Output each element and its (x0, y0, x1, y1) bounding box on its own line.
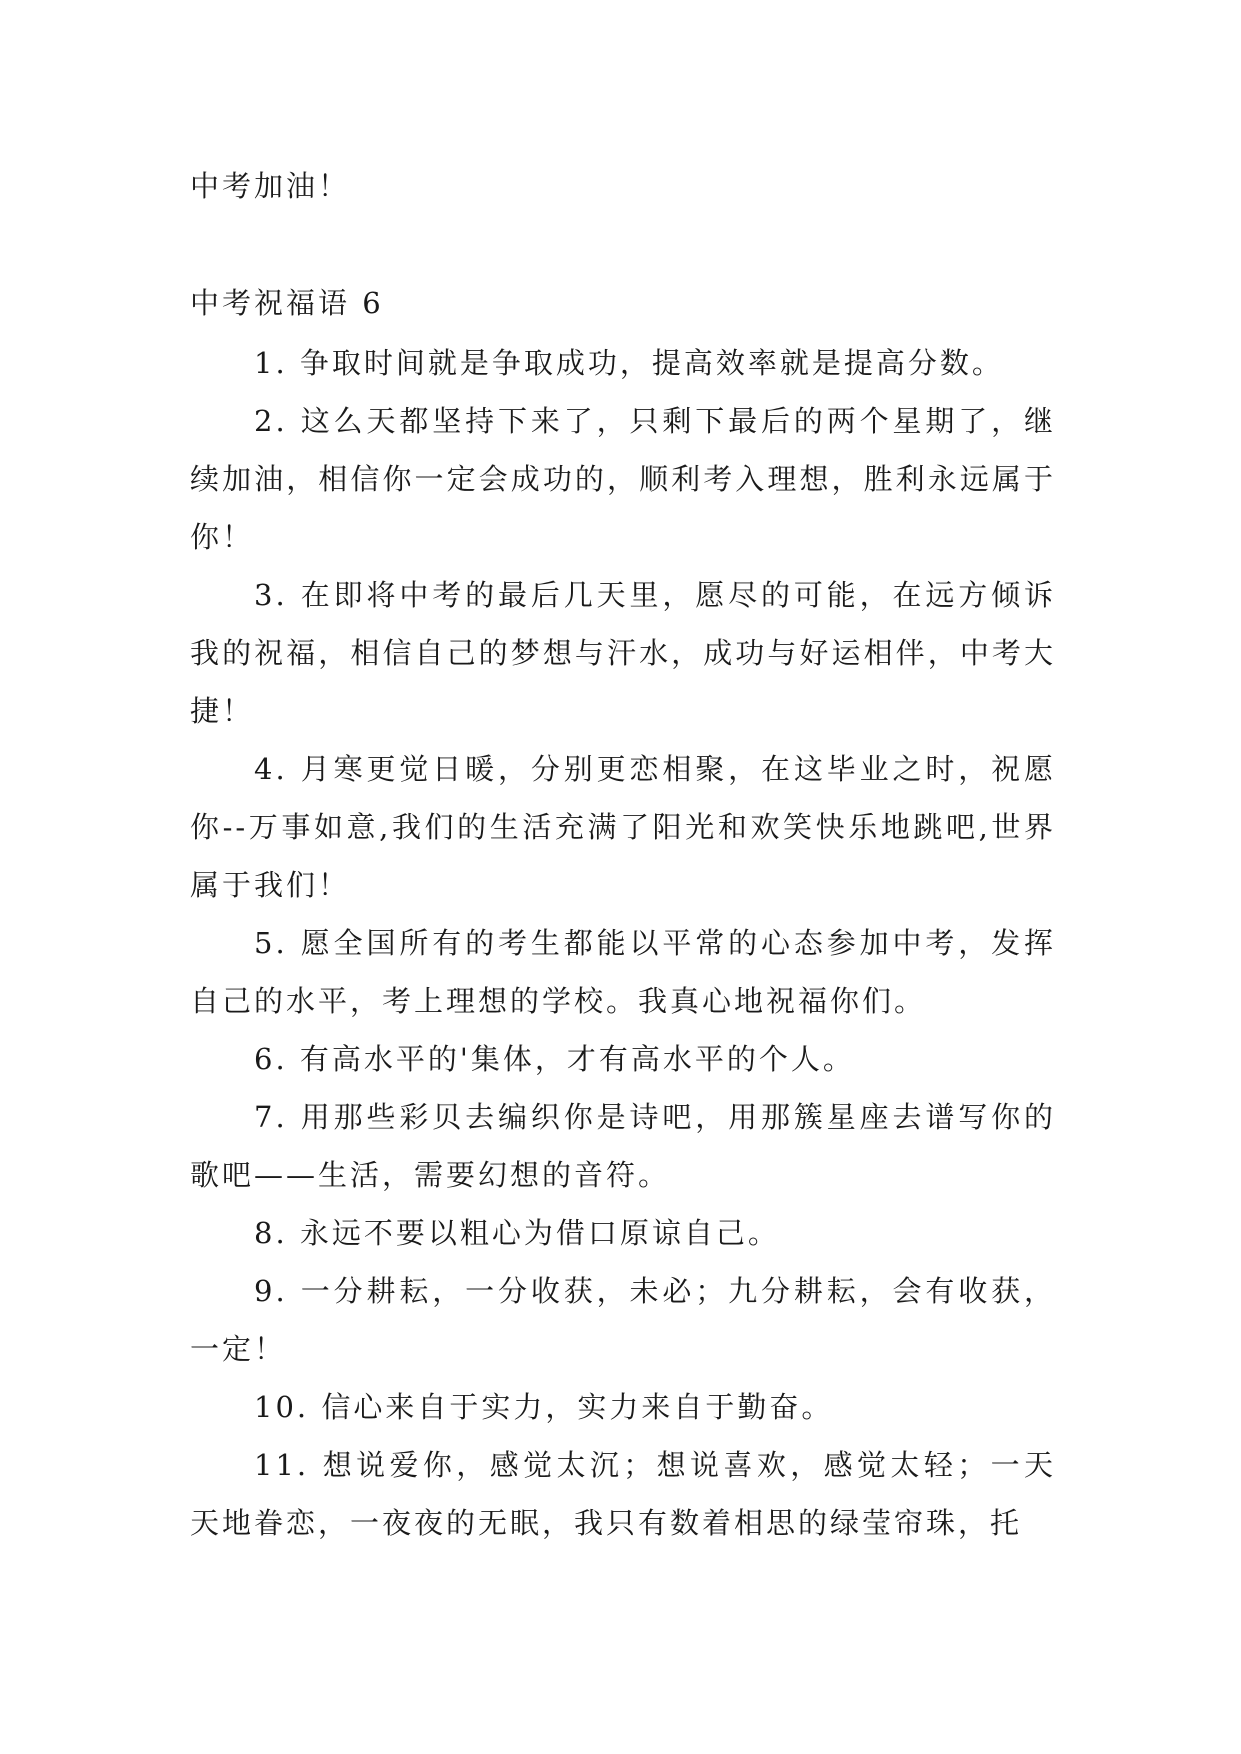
list-item: 3. 在即将中考的最后几天里，愿尽的可能，在远方倾诉我的祝福，相信自己的梦想与汗水，成功与好运相伴，中考大捷！ (190, 578, 1056, 728)
list-item: 5. 愿全国所有的考生都能以平常的心态参加中考，发挥自己的水平，考上理想的学校。我真心地祝福你们。 (190, 926, 1056, 1018)
list-item: 6. 有高水平的'集体，才有高水平的个人。 (254, 1042, 855, 1076)
list-item: 8. 永远不要以粗心为借口原谅自己。 (254, 1216, 780, 1250)
list-item: 10. 信心来自于实力，实力来自于勤奋。 (254, 1390, 834, 1424)
list-item: 11. 想说爱你，感觉太沉；想说喜欢，感觉太轻；一天天地眷恋，一夜夜的无眠，我只有数着相思的绿莹帘珠，托 (190, 1448, 1056, 1540)
list-item: 4. 月寒更觉日暖，分别更恋相聚，在这毕业之时，祝愿你--万事如意,我们的生活充满了阳光和欢笑快乐地跳吧,世界属于我们！ (190, 752, 1056, 902)
closing-line: 中考加油！ (190, 169, 351, 203)
list-item: 9. 一分耕耘，一分收获，未必；九分耕耘，会有收获，一定！ (190, 1274, 1056, 1366)
list-item: 1. 争取时间就是争取成功，提高效率就是提高分数。 (254, 346, 1004, 380)
list-item: 2. 这么天都坚持下来了，只剩下最后的两个星期了，继续加油，相信你一定会成功的，顺利考入理想，胜利永远属于你！ (190, 404, 1056, 554)
blessing-list (190, 334, 1056, 1552)
section-title: 中考祝福语 6 (190, 286, 384, 320)
list-item: 7. 用那些彩贝去编织你是诗吧，用那簇星座去谱写你的歌吧——生活，需要幻想的音符。 (190, 1100, 1056, 1192)
